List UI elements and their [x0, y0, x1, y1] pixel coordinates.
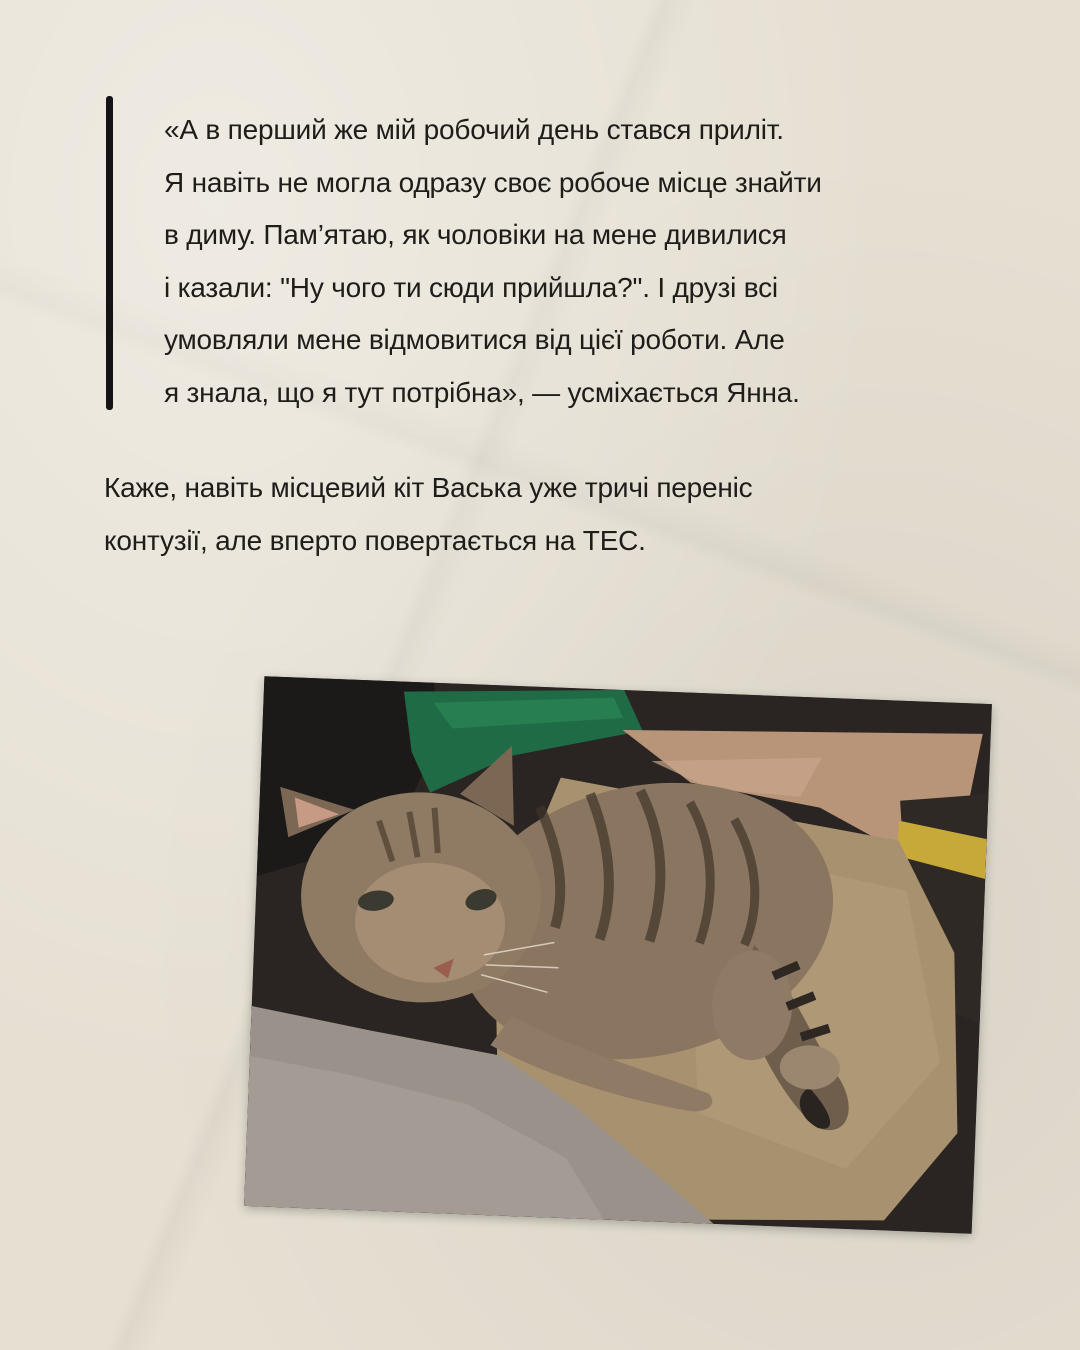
paragraph-text: Каже, навіть місцевий кіт Васька уже тричі переніс контузії, але вперто повертається на ТЕС.	[104, 472, 753, 556]
cat-photo	[244, 676, 992, 1234]
cat-photo-icon	[244, 676, 992, 1234]
quote-text: «А в перший же мій робочий день стався приліт. Я навіть не могла одразу своє робоче місце знайти в диму. Пам’ятаю, як чоловіки на мене дивилися і казали: "Ну чого ти сюди прийшла?". І друзі всі умовляли мене відмовитися від цієї роботи. Але я знала, що я тут потрібна», — усміхається Янна.	[164, 114, 822, 408]
quote-bar	[106, 96, 113, 410]
